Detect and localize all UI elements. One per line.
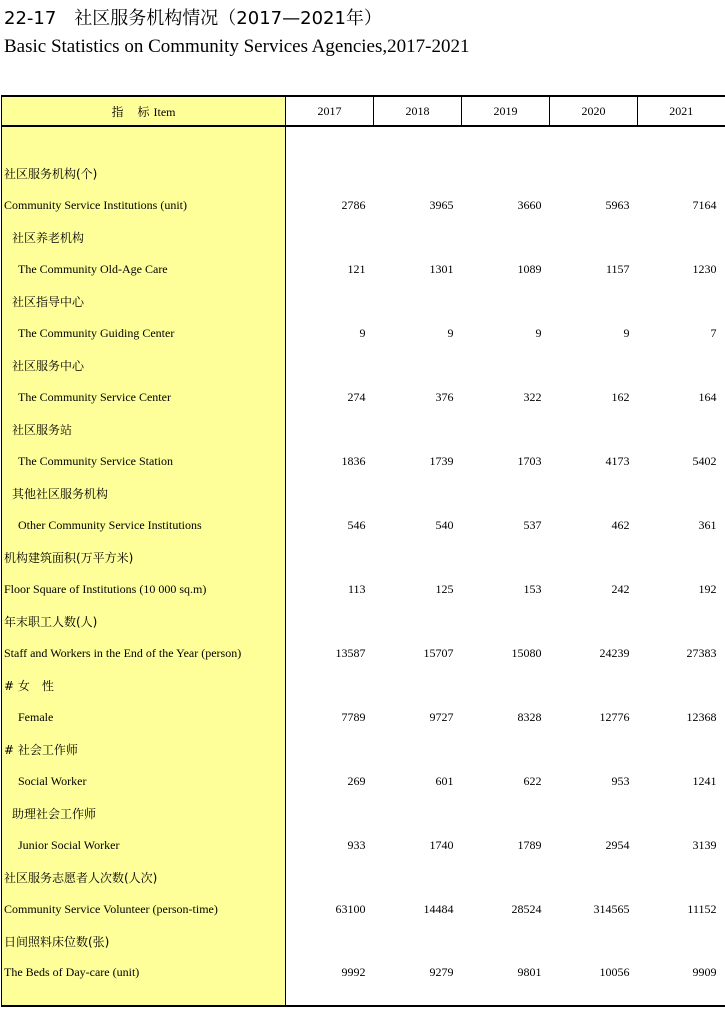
table-row-cn <box>2 221 725 253</box>
value-cell: 9 <box>359 325 366 340</box>
value-cell: 242 <box>611 581 630 596</box>
row-label-en: Staff and Workers in the End of the Year (person) <box>2 637 286 669</box>
value-cell: 1789 <box>517 837 542 852</box>
row-label-cn <box>2 413 286 445</box>
row-label-cn: # 女 性 <box>2 669 286 701</box>
value-cell: 121 <box>347 261 366 276</box>
value-cell: 153 <box>523 581 542 596</box>
table-row <box>2 189 725 221</box>
value-cell: 162 <box>611 389 630 404</box>
row-label-en: Community Service Institutions (unit) <box>2 189 286 221</box>
row-label-cn <box>2 797 286 829</box>
table-row-cn <box>2 733 725 765</box>
row-label-en <box>2 317 286 349</box>
value-cell: 601 <box>435 773 454 788</box>
row-label-cn: 社区服务志愿者人次数(人次) <box>2 861 286 893</box>
table-row-cn <box>2 797 725 829</box>
table-row <box>2 253 725 285</box>
value-cell: 540 <box>435 517 454 532</box>
table-row-cn <box>2 285 725 317</box>
value-cell: 2954 <box>605 837 630 852</box>
value-cell: 9 <box>623 325 630 340</box>
value-cell: 1740 <box>429 837 454 852</box>
row-label-en: The Beds of Day-care (unit) <box>2 957 286 1006</box>
value-cell: 376 <box>435 389 454 404</box>
value-cell: 3965 <box>429 197 454 212</box>
indented-label: The Community Service Station <box>18 453 173 468</box>
table-row <box>2 509 725 541</box>
table-row-cn <box>2 349 725 381</box>
item-header-cn: 指 标 <box>111 104 151 119</box>
row-label-en <box>2 509 286 541</box>
row-label-en: Community Service Volunteer (person-time) <box>2 893 286 925</box>
table-row <box>2 701 725 733</box>
table-header-row <box>2 96 725 126</box>
value-cell: 14484 <box>423 901 454 916</box>
value-cell: 1739 <box>429 453 454 468</box>
value-cell: 953 <box>611 773 630 788</box>
indented-label: The Community Guiding Center <box>18 325 175 340</box>
value-cell: 12368 <box>686 709 717 724</box>
value-cell: 537 <box>523 517 542 532</box>
column-header-2019: 2019 <box>462 96 550 126</box>
value-cell: 27383 <box>686 645 717 660</box>
table-row <box>2 957 725 1006</box>
statistics-table <box>1 95 725 1007</box>
value-cell: 7789 <box>341 709 366 724</box>
indented-label: 其他社区服务机构 <box>12 486 109 501</box>
value-cell: 24239 <box>599 645 630 660</box>
value-cell: 7164 <box>692 197 717 212</box>
table-row <box>2 381 725 413</box>
indented-label: 社区服务站 <box>12 422 73 437</box>
value-cell: 5402 <box>692 453 717 468</box>
value-cell: 9992 <box>286 957 374 1006</box>
column-header-item <box>2 96 286 126</box>
value-cell: 274 <box>347 389 366 404</box>
value-cell: 11152 <box>687 901 717 916</box>
value-cell: 269 <box>347 773 366 788</box>
row-label-cn: 社区服务机构(个) <box>2 157 286 189</box>
value-cell: 8328 <box>517 709 542 724</box>
value-cell: 4173 <box>605 453 630 468</box>
value-cell: 3139 <box>692 837 717 852</box>
table-row-cn <box>2 669 725 701</box>
column-header-2017: 2017 <box>286 96 374 126</box>
value-cell: 15707 <box>423 645 454 660</box>
value-cell: 9801 <box>462 957 550 1006</box>
page-title-english: Basic Statistics on Community Services Agencies,2017-2021 <box>4 36 470 57</box>
value-cell: 462 <box>611 517 630 532</box>
value-cell: 933 <box>347 837 366 852</box>
table-row-cn <box>2 861 725 893</box>
value-cell: 322 <box>523 389 542 404</box>
value-cell: 1241 <box>692 773 717 788</box>
value-cell: 1157 <box>605 261 630 276</box>
column-header-2018: 2018 <box>374 96 462 126</box>
table-row <box>2 637 725 669</box>
table-row <box>2 573 725 605</box>
table-row-cn <box>2 541 725 573</box>
row-label-cn: # 社会工作师 <box>2 733 286 765</box>
spacer-label-cell <box>2 126 286 157</box>
indented-label: 助理社会工作师 <box>12 806 97 821</box>
row-label-cn: 机构建筑面积(万平方米) <box>2 541 286 573</box>
value-cell: 9 <box>447 325 454 340</box>
value-cell: 1230 <box>692 261 717 276</box>
row-label-cn <box>2 349 286 381</box>
value-cell: 5963 <box>605 197 630 212</box>
row-label-en <box>2 765 286 797</box>
value-cell: 9279 <box>374 957 462 1006</box>
value-cell: 15080 <box>511 645 542 660</box>
table-row <box>2 765 725 797</box>
row-label-en <box>2 445 286 477</box>
row-label-cn <box>2 477 286 509</box>
value-cell: 1836 <box>341 453 366 468</box>
table-row <box>2 829 725 861</box>
indented-label: Other Community Service Institutions <box>18 517 202 532</box>
value-cell: 1703 <box>517 453 542 468</box>
value-cell: 12776 <box>599 709 630 724</box>
table-row-cn <box>2 413 725 445</box>
table-row <box>2 893 725 925</box>
row-label-en <box>2 701 286 733</box>
table-row-cn <box>2 477 725 509</box>
indented-label: Junior Social Worker <box>18 837 120 852</box>
table-row <box>2 445 725 477</box>
indented-label: 社区指导中心 <box>12 294 85 309</box>
value-cell: 63100 <box>335 901 366 916</box>
row-label-en <box>2 253 286 285</box>
row-label-cn <box>2 285 286 317</box>
value-cell: 28524 <box>511 901 542 916</box>
column-header-2021: 2021 <box>638 96 725 126</box>
indented-label: 社区服务中心 <box>12 358 85 373</box>
value-cell: 622 <box>523 773 542 788</box>
indented-label: The Community Old-Age Care <box>18 261 168 276</box>
value-cell: 1301 <box>429 261 454 276</box>
item-header-en: Item <box>153 104 176 119</box>
column-header-2020: 2020 <box>550 96 638 126</box>
table-row <box>2 317 725 349</box>
value-cell: 113 <box>347 581 366 596</box>
value-cell: 361 <box>698 517 717 532</box>
indented-label: Social Worker <box>18 773 87 788</box>
value-cell: 1089 <box>517 261 542 276</box>
indented-label: The Community Service Center <box>18 389 171 404</box>
value-cell: 9727 <box>429 709 454 724</box>
page-title-chinese: 22-17 社区服务机构情况（2017—2021年） <box>4 8 382 29</box>
indented-label: Female <box>18 709 54 724</box>
value-cell: 13587 <box>335 645 366 660</box>
value-cell: 314565 <box>593 901 630 916</box>
spacer-row <box>2 126 725 157</box>
row-label-en <box>2 381 286 413</box>
value-cell: 2786 <box>341 197 366 212</box>
row-label-cn: 日间照料床位数(张) <box>2 925 286 957</box>
value-cell: 7 <box>710 325 717 340</box>
value-cell: 9 <box>535 325 542 340</box>
value-cell: 3660 <box>517 197 542 212</box>
value-cell: 546 <box>347 517 366 532</box>
row-label-en: Floor Square of Institutions (10 000 sq.m) <box>2 573 286 605</box>
value-cell: 9909 <box>638 957 725 1006</box>
value-cell: 10056 <box>550 957 638 1006</box>
indented-label: 社区养老机构 <box>12 230 85 245</box>
table-row-cn <box>2 925 725 957</box>
table-row-cn <box>2 157 725 189</box>
value-cell: 192 <box>698 581 717 596</box>
table-row-cn <box>2 605 725 637</box>
value-cell: 125 <box>435 581 454 596</box>
row-label-cn: 年末职工人数(人) <box>2 605 286 637</box>
row-label-cn <box>2 221 286 253</box>
value-cell: 164 <box>698 389 717 404</box>
row-label-en <box>2 829 286 861</box>
